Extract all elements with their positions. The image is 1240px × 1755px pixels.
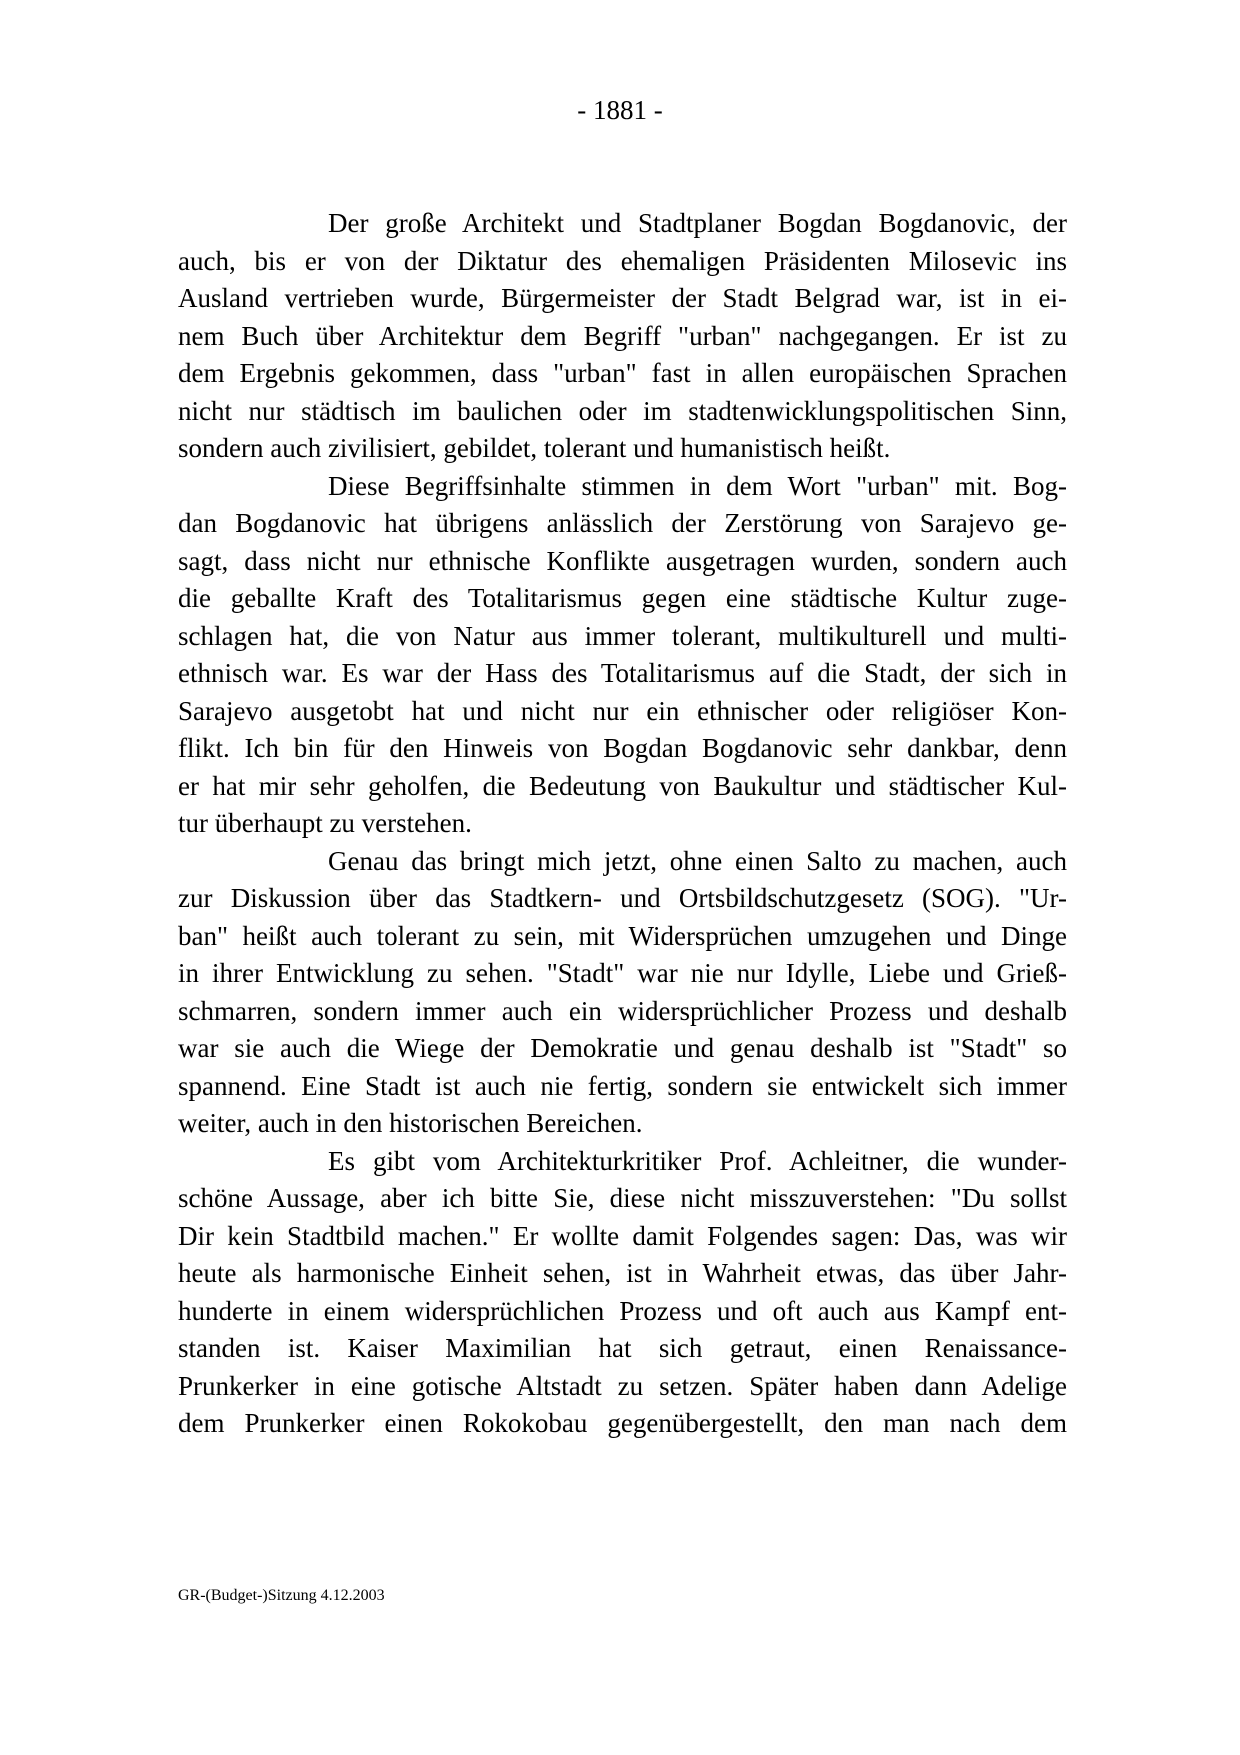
text-line: Der große Architekt und Stadtplaner Bogdan Bogdanovic, der	[328, 208, 1067, 238]
text-line: in ihrer Entwicklung zu sehen. "Stadt" war nie nur Idylle, Liebe und Grieß-	[178, 958, 1067, 988]
text-line: schöne Aussage, aber ich bitte Sie, diese nicht misszuverstehen: "Du sollst	[178, 1183, 1067, 1213]
text-line: spannend. Eine Stadt ist auch nie fertig, sondern sie entwickelt sich immer	[178, 1070, 1067, 1101]
text-line: schlagen hat, die von Natur aus immer tolerant, multikulturell und multi-	[178, 620, 1067, 651]
text-line: zur Diskussion über das Stadtkern- und Ortsbildschutzgesetz (SOG). "Ur-	[178, 883, 1067, 913]
text-line: Ausland vertrieben wurde, Bürgermeister der Stadt Belgrad war, ist in ei-	[178, 283, 1067, 313]
text-line: sondern auch zivilisiert, gebildet, tolerant und humanistisch heißt.	[178, 433, 891, 463]
text-line: Dir kein Stadtbild machen." Er wollte damit Folgendes sagen: Das, was wir	[178, 1220, 1067, 1251]
paragraph-2	[178, 468, 1067, 843]
text-line: Sarajevo ausgetobt hat und nicht nur ein ethnischer oder religiöser Kon-	[178, 695, 1067, 726]
text-line: nicht nur städtisch im baulichen oder im stadtenwicklungspolitischen Sinn,	[178, 395, 1067, 426]
paragraph-1	[178, 205, 1067, 468]
text-line: Genau das bringt mich jetzt, ohne einen Salto zu machen, auch	[328, 845, 1067, 876]
text-line: die geballte Kraft des Totalitarismus gegen eine städtische Kultur zuge-	[178, 583, 1067, 613]
page-number: - 1881 -	[577, 95, 663, 125]
text-line: Es gibt vom Architekturkritiker Prof. Achleitner, die wunder-	[328, 1145, 1067, 1176]
text-line: nem Buch über Architektur dem Begriff "urban" nachgegangen. Er ist zu	[178, 320, 1067, 351]
text-line: Diese Begriffsinhalte stimmen in dem Wort "urban" mit. Bog-	[328, 470, 1067, 501]
text-line: ethnisch war. Es war der Hass des Totalitarismus auf die Stadt, der sich in	[178, 658, 1067, 688]
text-line: sagt, dass nicht nur ethnische Konflikte ausgetragen wurden, sondern auch	[178, 545, 1067, 576]
text-line: flikt. Ich bin für den Hinweis von Bogdan Bogdanovic sehr dankbar, denn	[178, 733, 1067, 763]
text-line: heute als harmonische Einheit sehen, ist in Wahrheit etwas, das über Jahr-	[178, 1258, 1067, 1288]
text-line: dan Bogdanovic hat übrigens anlässlich der Zerstörung von Sarajevo ge-	[178, 508, 1067, 538]
text-line: dem Prunkerker einen Rokokobau gegenübergestellt, den man nach dem	[178, 1408, 1067, 1438]
text-line: er hat mir sehr geholfen, die Bedeutung von Baukultur und städtischer Kul-	[178, 770, 1067, 801]
paragraph-3	[178, 843, 1067, 1143]
text-line: war sie auch die Wiege der Demokratie und genau deshalb ist "Stadt" so	[178, 1033, 1067, 1063]
text-line: ban" heißt auch tolerant zu sein, mit Widersprüchen umzugehen und Dinge	[178, 920, 1067, 951]
text-line: auch, bis er von der Diktatur des ehemaligen Präsidenten Milosevic ins	[178, 245, 1067, 276]
text-line: hunderte in einem widersprüchlichen Prozess und oft auch aus Kampf ent-	[178, 1295, 1067, 1326]
paragraph-4	[178, 1143, 1067, 1443]
text-line: Prunkerker in eine gotische Altstadt zu setzen. Später haben dann Adelige	[178, 1370, 1067, 1401]
body-text	[178, 205, 1067, 1443]
text-line: schmarren, sondern immer auch ein widersprüchlicher Prozess und deshalb	[178, 995, 1067, 1026]
text-line: standen ist. Kaiser Maximilian hat sich getraut, einen Renaissance-	[178, 1333, 1067, 1363]
footer-session-label: GR-(Budget-)Sitzung 4.12.2003	[178, 1587, 385, 1604]
text-line: dem Ergebnis gekommen, dass "urban" fast in allen europäischen Sprachen	[178, 358, 1067, 388]
text-line: tur überhaupt zu verstehen.	[178, 808, 472, 838]
text-line: weiter, auch in den historischen Bereichen.	[178, 1108, 643, 1138]
